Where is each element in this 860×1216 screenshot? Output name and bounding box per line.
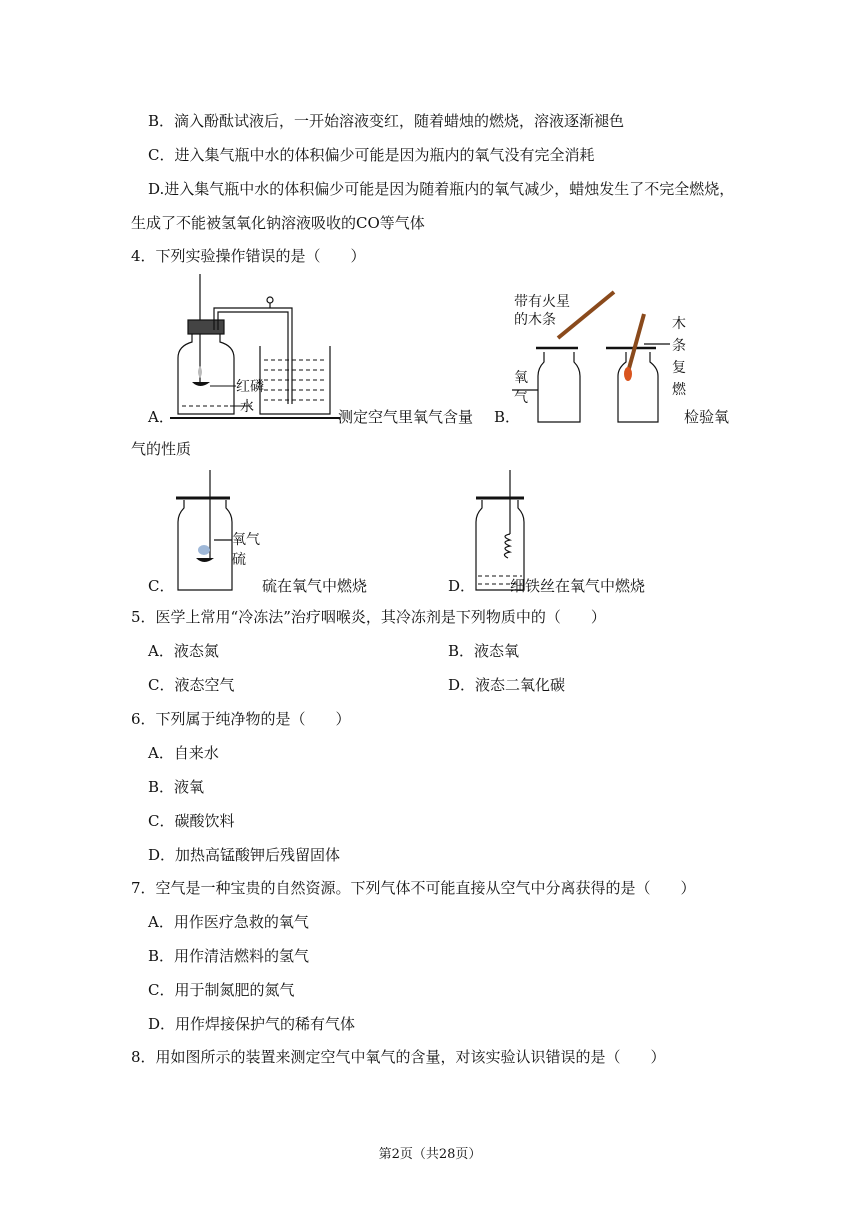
- iron-wire-coil: [504, 534, 510, 558]
- gas-jar-left: [538, 352, 580, 422]
- q5-option-d: D．液态二氧化碳: [448, 676, 566, 694]
- q5-option-c: C．液态空气: [148, 676, 235, 694]
- flame-icon: [624, 367, 632, 381]
- q4-option-c-letter: C．: [148, 577, 175, 595]
- combustion-spoon: [192, 382, 210, 386]
- label-splint-2: 的木条: [514, 312, 556, 328]
- gas-jar: [178, 334, 234, 414]
- label-red-phosphorus: 红磷: [236, 379, 264, 395]
- label-sulfur: 硫: [232, 552, 246, 568]
- q6-option-d: D．加热高锰酸钾后残留固体: [148, 846, 341, 864]
- q4-option-a-caption: 测定空气里氧气含量: [338, 408, 474, 426]
- flame-icon: [198, 366, 202, 378]
- gas-jar: [178, 500, 232, 590]
- figure-a-oxygen-apparatus: [170, 274, 340, 426]
- figure-b-oxygen-test: [508, 286, 692, 426]
- q4-option-d-caption: 细铁丝在氧气中燃烧: [510, 577, 646, 595]
- q3-option-d: D.进入集气瓶中水的体积偏少可能是因为随着瓶内的氧气减少，蜡烛发生了不完全燃烧，: [148, 180, 735, 198]
- q7-option-b: B．用作清洁燃料的氢气: [148, 947, 310, 965]
- label-oxygen-2: 气: [514, 390, 528, 406]
- q4-option-b-caption: 检验氧: [684, 408, 730, 426]
- q4-option-c-caption: 硫在氧气中燃烧: [262, 577, 368, 595]
- figure-c-sulfur-burning: [170, 470, 264, 594]
- q4-option-b-caption-cont: 气的性质: [131, 440, 192, 458]
- label-splint-1: 带有火星: [514, 294, 570, 310]
- q3-option-d-cont: 生成了不能被氢氧化钠溶液吸收的CO等气体: [131, 214, 425, 232]
- q6-option-c: C．碳酸饮料: [148, 812, 235, 830]
- q7-option-c: C．用于制氮肥的氮气: [148, 981, 295, 999]
- label-oxygen: 氧气: [232, 532, 260, 548]
- q4-stem: 4．下列实验操作错误的是（ ）: [131, 247, 366, 265]
- q7-stem: 7．空气是一种宝贵的自然资源。下列气体不可能直接从空气中分离获得的是（ ）: [131, 879, 696, 897]
- q7-option-a: A．用作医疗急救的氧气: [148, 913, 309, 931]
- stopper: [188, 320, 224, 334]
- clamp-icon: [267, 297, 273, 303]
- q5-option-a: A．液态氮: [148, 642, 219, 660]
- q7-option-d: D．用作焊接保护气的稀有气体: [148, 1015, 356, 1033]
- combustion-spoon: [196, 558, 214, 562]
- relit-splint: [628, 314, 644, 372]
- page-footer: 第2页（共28页）: [378, 1147, 482, 1162]
- label-relight-1: 木: [672, 316, 686, 332]
- q6-stem: 6．下列属于纯净物的是（ ）: [131, 710, 351, 728]
- label-relight-4: 燃: [672, 382, 686, 398]
- q3-option-b: B．滴入酚酞试液后，一开始溶液变红，随着蜡烛的燃烧，溶液逐渐褪色: [148, 112, 625, 130]
- q6-option-a: A．自来水: [148, 744, 219, 762]
- label-relight-2: 条: [672, 338, 686, 354]
- gas-jar-right: [618, 352, 658, 422]
- q6-option-b: B．液氧: [148, 778, 205, 796]
- flame-icon: [198, 545, 210, 555]
- label-oxygen-1: 氧: [514, 370, 528, 386]
- q4-option-d-letter: D．: [448, 577, 476, 595]
- q3-option-c: C．进入集气瓶中水的体积偏少可能是因为瓶内的氧气没有完全消耗: [148, 146, 595, 164]
- q4-option-b-letter: B．: [494, 408, 521, 426]
- q5-stem: 5．医学上常用“冷冻法”治疗咽喉炎，其冷冻剂是下列物质中的（ ）: [131, 608, 606, 626]
- label-water: 水: [240, 399, 254, 415]
- q8-stem: 8．用如图所示的装置来测定空气中氧气的含量，对该实验认识错误的是（ ）: [131, 1048, 666, 1066]
- q4-option-a-letter: A．: [148, 408, 174, 426]
- q5-option-b: B．液态氧: [448, 642, 520, 660]
- label-relight-3: 复: [672, 360, 686, 376]
